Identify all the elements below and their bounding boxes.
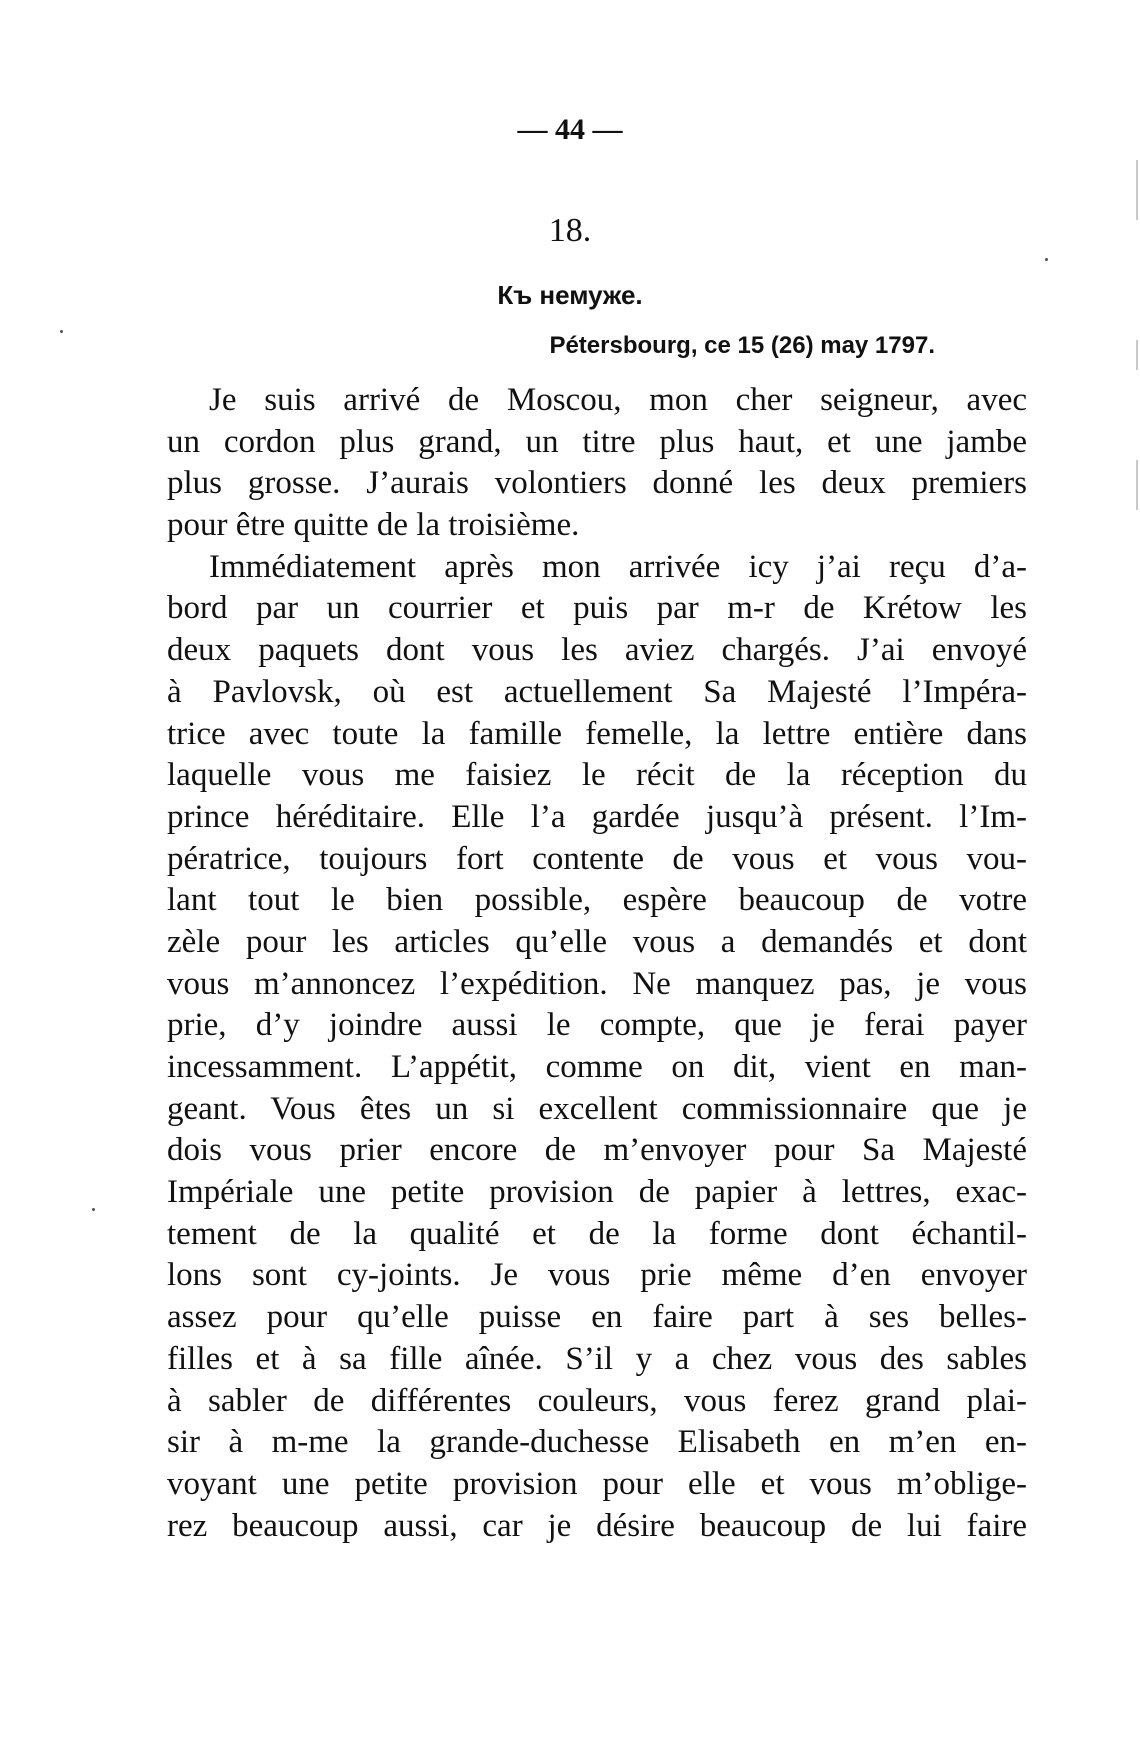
scan-speck [92, 1208, 95, 1211]
text-line: sir à m-me la grande-duchesse Elisabeth en m’en en- [167, 1424, 1027, 1461]
text-line: tement de la qualité et de la forme dont échantil- [167, 1215, 1027, 1252]
text-line: à sabler de différentes couleurs, vous ferez grand plai- [167, 1382, 1027, 1419]
text-line: laquelle vous me faisiez le récit de la réception du [167, 757, 1027, 794]
scan-speck [1045, 258, 1048, 261]
text-line: filles et à sa fille aînée. S’il y a chez vous des sables [167, 1340, 1027, 1377]
text-line: geant. Vous êtes un si excellent commissionnaire que je [167, 1090, 1027, 1127]
text-line: voyant une petite provision pour elle et vous m’oblige- [167, 1465, 1027, 1502]
letter-body [167, 380, 1027, 1547]
scan-margin-line [1136, 340, 1138, 370]
text-line: assez pour qu’elle puisse en faire part à ses belles- [167, 1299, 1027, 1336]
text-line: un cordon plus grand, un titre plus haut, et une jambe [167, 423, 1027, 460]
text-line: prie, d’y joindre aussi le compte, que je ferai payer [167, 1007, 1027, 1044]
text-line: dois vous prier encore de m’envoyer pour Sa Majesté [167, 1132, 1027, 1169]
text-line: plus grosse. J’aurais volontiers donné les deux premiers [167, 465, 1027, 502]
text-line: Je suis arrivé de Moscou, mon cher seigneur, avec [209, 382, 1027, 418]
scan-speck [60, 330, 63, 333]
text-line: vous m’annoncez l’expédition. Ne manquez pas, je vous [167, 965, 1027, 1002]
text-line: bord par un courrier et puis par m-r de Krétow les [167, 590, 1027, 627]
text-line: à Pavlovsk, où est actuellement Sa Majesté l’Impéra- [167, 673, 1027, 710]
scan-margin-line [1136, 460, 1138, 510]
text-line: pour être quitte de la troisième. [167, 507, 580, 544]
text-line: incessamment. L’appétit, comme on dit, vient en man- [167, 1049, 1027, 1085]
text-line: deux paquets dont vous les aviez chargés. J’ai envoyé [167, 632, 1027, 669]
text-line: Immédiatement après mon arrivée icy j’ai reçu d’a- [209, 548, 1027, 585]
text-line: lons sont cy-joints. Je vous prie même d’en envoyer [167, 1257, 1027, 1294]
text-line: prince héréditaire. Elle l’a gardée jusqu’à présent. l’Im- [167, 798, 1027, 835]
text-line: rez beaucoup aussi, car je désire beaucoup de lui faire [167, 1507, 1027, 1544]
text-line: lant tout le bien possible, espère beaucoup de votre [167, 882, 1027, 919]
text-line: Impériale une petite provision de papier à lettres, exac- [167, 1174, 1027, 1211]
text-line: zèle pour les articles qu’elle vous a demandés et dont [167, 923, 1027, 960]
scan-margin-line [1136, 160, 1138, 220]
text-line: trice avec toute la famille femelle, la lettre entière dans [167, 715, 1027, 752]
letter-recipient: Къ немуже. [497, 280, 643, 310]
letter-number: 18. [548, 212, 592, 249]
letter-dateline: Pétersbourg, ce 15 (26) may 1797. [549, 332, 935, 359]
page-number: — 44 — [517, 113, 623, 146]
text-line: pératrice, toujours fort contente de vous et vous vou- [167, 840, 1027, 877]
